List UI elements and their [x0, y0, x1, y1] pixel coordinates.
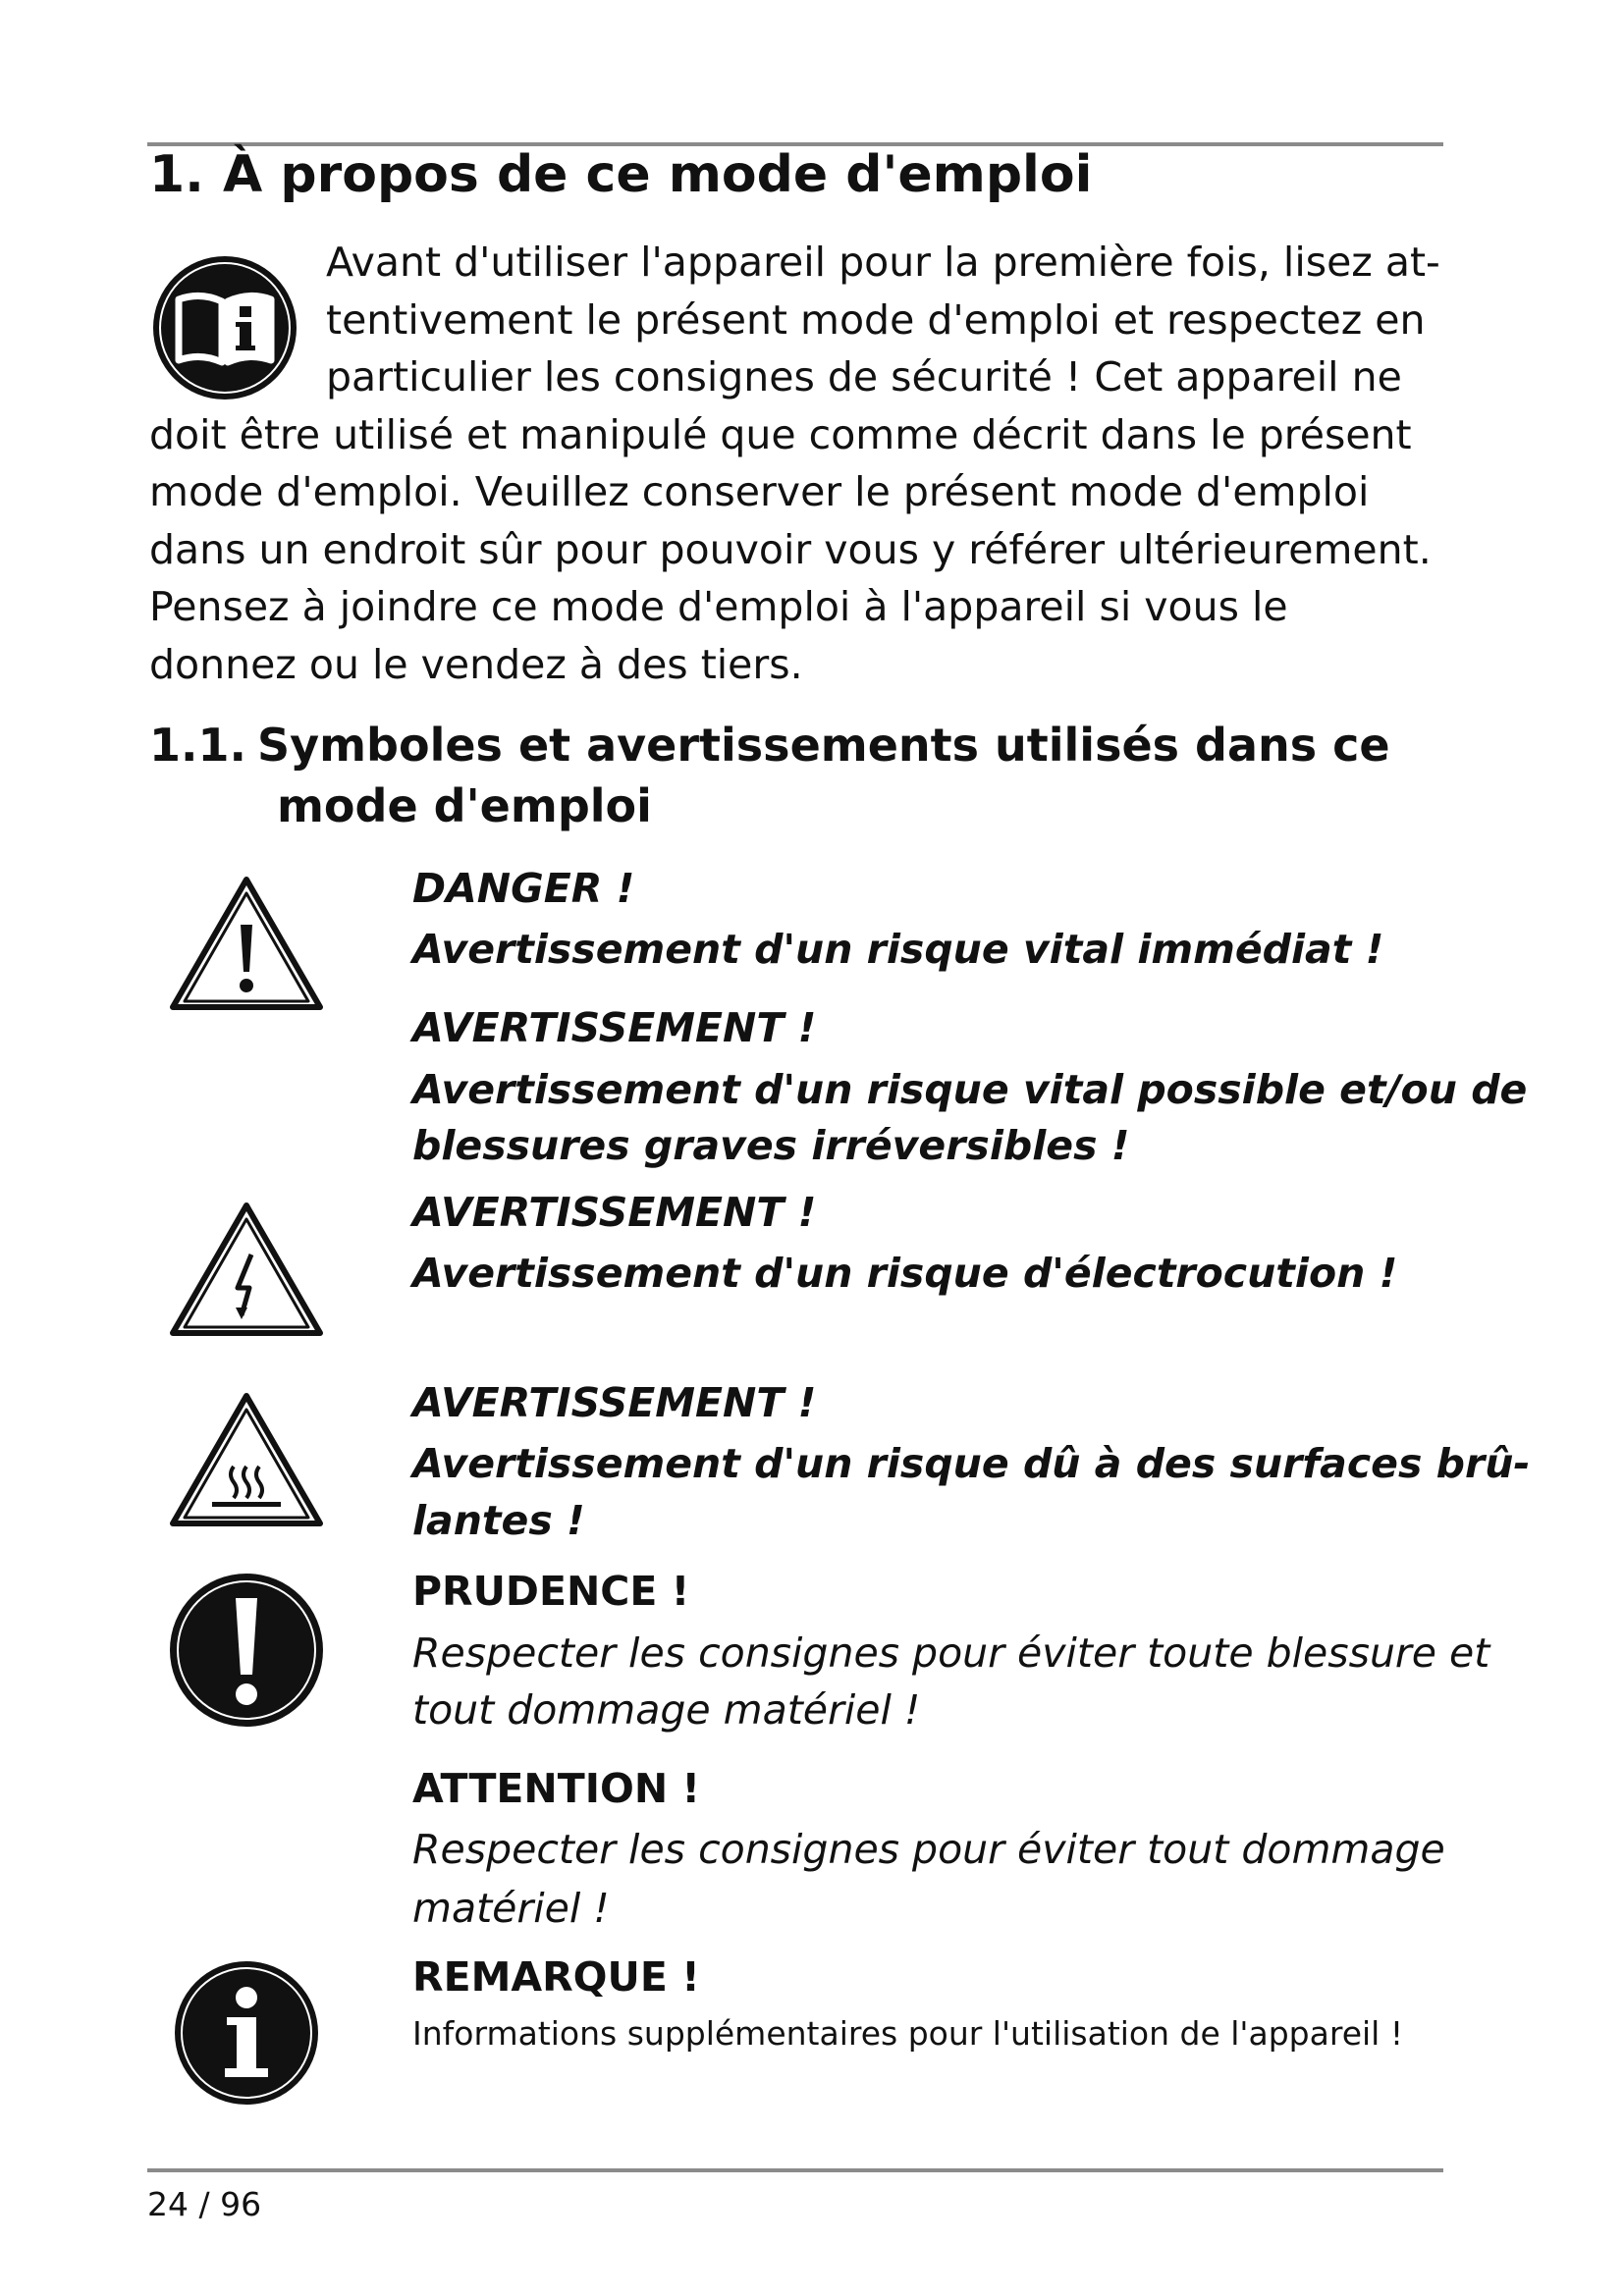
section-title: À propos de ce mode d'emploi [223, 145, 1093, 204]
warning2-label: AVERTISSEMENT ! [412, 1189, 817, 1236]
page-number: 24 / 96 [147, 2185, 262, 2223]
electric-shock-triangle-icon [167, 1200, 326, 1339]
warning2-text: Avertissement d'un risque d'électrocution ! [412, 1250, 1398, 1297]
hot-surface-triangle-icon [167, 1390, 326, 1529]
subsection-heading [149, 715, 1390, 836]
intro-paragraph [149, 234, 1445, 693]
warning1-text-line2: blessures graves irréversibles ! [412, 1122, 1130, 1169]
note-text: Informations supplémentaires pour l'utilisation de l'appareil ! [412, 2014, 1404, 2053]
warning1-text-line1: Avertissement d'un risque vital possible et/ou de [412, 1066, 1528, 1113]
danger-text: Avertissement d'un risque vital immédiat ! [412, 926, 1384, 973]
danger-triangle-icon [167, 874, 326, 1013]
intro-text: Avant d'utiliser l'appareil pour la première fois, lisez at-tentivement le présent mode d'emploi et respectez en particulier les consignes de sécurité ! Cet appareil ne doit être utilisé et manipulé que comme décrit dans le présent mode d'emploi. Veuillez conserver le présent mode d'emploi dans un endroit sûr pour pouvoir vous y référer ultérieurement. Pensez à joindre ce mode d'emploi à l'appareil si vous le donnez ou le vendez à des tiers. [149, 239, 1440, 688]
warning1-label: AVERTISSEMENT ! [412, 1004, 817, 1051]
intro-icon-space [149, 234, 326, 400]
subsection-title-line2: mode d'emploi [277, 779, 652, 832]
attention-text-line1: Respecter les consignes pour éviter tout dommage [412, 1826, 1445, 1873]
caution-text-line2: tout dommage matériel ! [412, 1686, 921, 1734]
bottom-rule [147, 2168, 1443, 2172]
caution-label: PRUDENCE ! [412, 1568, 690, 1615]
warning3-text-line2: lantes ! [412, 1497, 585, 1544]
attention-label: ATTENTION ! [412, 1765, 701, 1812]
info-circle-icon [172, 1958, 321, 2108]
warning3-label: AVERTISSEMENT ! [412, 1379, 817, 1426]
section-heading [149, 145, 1092, 204]
subsection-title-line1: Symboles et avertissements utilisés dans ce [257, 719, 1390, 772]
section-number: 1. [149, 145, 204, 204]
warning3-text-line1: Avertissement d'un risque dû à des surfaces brû- [412, 1440, 1531, 1487]
exclamation-circle-icon [167, 1571, 326, 1730]
note-label: REMARQUE ! [412, 1953, 700, 2001]
caution-text-line1: Respecter les consignes pour éviter toute blessure et [412, 1629, 1490, 1677]
attention-text-line2: matériel ! [412, 1885, 610, 1932]
subsection-number: 1.1. [149, 719, 246, 772]
danger-label: DANGER ! [412, 865, 635, 912]
